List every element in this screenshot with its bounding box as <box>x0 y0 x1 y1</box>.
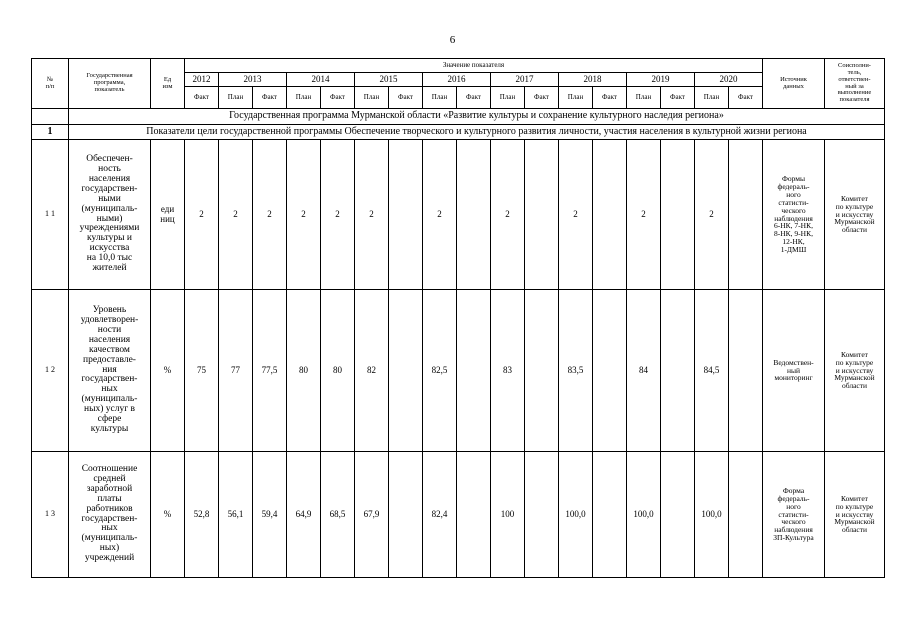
goal-number: 1 <box>32 125 69 140</box>
value-cell <box>525 452 559 578</box>
value-cell: 80 <box>321 290 355 452</box>
value-cell: 52,8 <box>185 452 219 578</box>
plan-subheader: План <box>423 87 457 109</box>
fact-subheader: Факт <box>661 87 695 109</box>
table-row <box>32 140 885 290</box>
value-cell <box>661 290 695 452</box>
fact-subheader: Факт <box>321 87 355 109</box>
row-number: 1 1 <box>32 140 69 290</box>
value-cell: 82 <box>355 290 389 452</box>
value-cell: 83 <box>491 290 525 452</box>
plan-subheader: План <box>559 87 593 109</box>
value-cell <box>389 452 423 578</box>
fact-subheader: Факт <box>457 87 491 109</box>
plan-subheader: План <box>219 87 253 109</box>
plan-subheader: План <box>695 87 729 109</box>
value-cell <box>525 290 559 452</box>
year-header: 2012 <box>185 73 219 87</box>
value-cell: 84,5 <box>695 290 729 452</box>
indicator-name: Обеспечен- ность населения государствен- ными (муниципаль- ными) учреждениями культуры и искусства на 10,0 тыс жителей <box>69 140 151 290</box>
fact-subheader: Факт <box>525 87 559 109</box>
header-num: № п/п <box>32 59 69 109</box>
value-cell <box>729 140 763 290</box>
value-cell: 100,0 <box>695 452 729 578</box>
data-source: Форма федераль- ного статисти- ческого наблюдения ЗП-Культура <box>763 452 825 578</box>
value-cell: 77 <box>219 290 253 452</box>
value-cell: 100,0 <box>627 452 661 578</box>
value-cell <box>457 140 491 290</box>
header-source: Источник данных <box>763 59 825 109</box>
year-header: 2016 <box>423 73 491 87</box>
goal-title: Показатели цели государственной программы Обеспечение творческого и культурного развития личности, участия населения в культурной жизни региона <box>69 125 885 140</box>
co-executor: Комитет по культуре и искусству Мурманской области <box>825 452 885 578</box>
value-cell: 68,5 <box>321 452 355 578</box>
header-program: Государственная программа, показатель <box>69 59 151 109</box>
program-title: Государственная программа Мурманской области «Развитие культуры и сохранение культурного наследия региона» <box>69 109 885 125</box>
year-header: 2020 <box>695 73 763 87</box>
value-cell: 80 <box>287 290 321 452</box>
value-cell <box>593 452 627 578</box>
value-cell <box>525 140 559 290</box>
indicator-name: Соотношение средней заработной платы работников государствен- ных (муниципаль- ных) учреждений <box>69 452 151 578</box>
value-cell <box>457 290 491 452</box>
value-cell: 2 <box>559 140 593 290</box>
year-header: 2017 <box>491 73 559 87</box>
year-header: 2013 <box>219 73 287 87</box>
table-row <box>32 452 885 578</box>
indicator-unit: % <box>151 452 185 578</box>
indicator-unit: еди ниц <box>151 140 185 290</box>
value-cell: 100,0 <box>559 452 593 578</box>
value-cell: 56,1 <box>219 452 253 578</box>
value-cell <box>729 452 763 578</box>
value-cell: 67,9 <box>355 452 389 578</box>
row-number: 1 2 <box>32 290 69 452</box>
year-header: 2019 <box>627 73 695 87</box>
value-cell: 84 <box>627 290 661 452</box>
value-cell <box>593 140 627 290</box>
data-source: Ведомствен- ный мониторинг <box>763 290 825 452</box>
fact-subheader: Факт <box>593 87 627 109</box>
row-number: 1 3 <box>32 452 69 578</box>
value-cell: 77,5 <box>253 290 287 452</box>
value-cell: 2 <box>253 140 287 290</box>
value-cell <box>457 452 491 578</box>
fact-subheader: Факт <box>389 87 423 109</box>
value-cell: 2 <box>355 140 389 290</box>
plan-subheader: План <box>287 87 321 109</box>
co-executor: Комитет по культуре и искусству Мурманской области <box>825 140 885 290</box>
value-cell: 82,4 <box>423 452 457 578</box>
value-cell: 2 <box>321 140 355 290</box>
header-coexecutor: Соисполни- тель, ответствен- ный за выполнение показателя <box>825 59 885 109</box>
co-executor: Комитет по культуре и искусству Мурманской области <box>825 290 885 452</box>
year-header: 2014 <box>287 73 355 87</box>
header-values: Значение показателя <box>185 59 763 73</box>
page-number: 6 <box>449 34 456 46</box>
value-cell: 2 <box>695 140 729 290</box>
value-cell: 82,5 <box>423 290 457 452</box>
value-cell: 2 <box>219 140 253 290</box>
value-cell: 83,5 <box>559 290 593 452</box>
value-cell: 2 <box>627 140 661 290</box>
plan-subheader: План <box>627 87 661 109</box>
year-header: 2018 <box>559 73 627 87</box>
indicator-unit: % <box>151 290 185 452</box>
table-row <box>32 290 885 452</box>
value-cell <box>593 290 627 452</box>
fact-subheader: Факт <box>253 87 287 109</box>
indicator-name: Уровень удовлетворен- ности населения качеством предоставле- ния государствен- ных (муниципаль- ных) услуг в сфере культуры <box>69 290 151 452</box>
value-cell: 75 <box>185 290 219 452</box>
value-cell: 59,4 <box>253 452 287 578</box>
value-cell: 2 <box>185 140 219 290</box>
data-source: Формы федераль- ного статисти- ческого наблюдения 6-НК, 7-НК, 8-НК, 9-НК, 12-НК, 1-ДМШ <box>763 140 825 290</box>
value-cell: 100 <box>491 452 525 578</box>
value-cell <box>661 140 695 290</box>
indicators-table <box>31 58 885 578</box>
value-cell <box>389 290 423 452</box>
value-cell: 2 <box>491 140 525 290</box>
header-unit: Ед изм <box>151 59 185 109</box>
plan-subheader: План <box>355 87 389 109</box>
fact-subheader: Факт <box>185 87 219 109</box>
value-cell: 2 <box>423 140 457 290</box>
value-cell: 2 <box>287 140 321 290</box>
value-cell <box>661 452 695 578</box>
value-cell <box>729 290 763 452</box>
year-header: 2015 <box>355 73 423 87</box>
value-cell: 64,9 <box>287 452 321 578</box>
plan-subheader: План <box>491 87 525 109</box>
value-cell <box>389 140 423 290</box>
fact-subheader: Факт <box>729 87 763 109</box>
